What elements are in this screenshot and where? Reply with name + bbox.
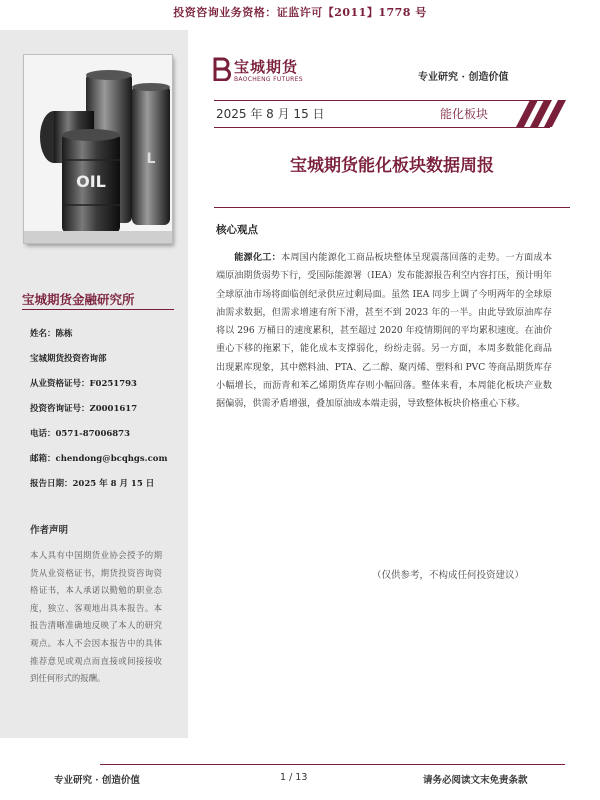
report-date: 报告日期：2025 年 8 月 15 日 <box>30 479 155 489</box>
institute-divider <box>22 309 174 310</box>
baocheng-logo-icon <box>213 57 233 81</box>
report-title: 宝城期货能化板块数据周报 <box>290 156 494 176</box>
brand-name-en: BAOCHENG FUTURES <box>234 76 303 83</box>
slogan: 专业研究 · 创造价值 <box>418 72 509 83</box>
license-header: 投资咨询业务资格：证监许可【2011】1778 号 <box>173 6 427 19</box>
consulting-id: 投资咨询证号：Z0001617 <box>30 404 138 414</box>
qualification-id: 从业资格证号：F0251793 <box>30 379 137 389</box>
email[interactable]: 邮箱：chendong@bcqhgs.com <box>30 454 168 464</box>
core-view-heading: 核心观点 <box>216 224 258 236</box>
footer-notice: 请务必阅读文末免责条款 <box>423 775 528 786</box>
page-number: 1 / 13 <box>280 772 308 783</box>
disclaimer: （仅供参考，不构成任何投资建议） <box>372 570 525 581</box>
author-dept: 宝城期货投资咨询部 <box>30 354 107 364</box>
author-name: 姓名：陈栋 <box>30 329 73 339</box>
institute-name: 宝城期货金融研究所 <box>22 292 135 307</box>
barrel-label: OIL <box>76 172 106 191</box>
author-statement-title: 作者声明 <box>30 525 69 536</box>
author-statement: 本人具有中国期货业协会授予的期货从业资格证书，期货投资咨询资格证书，本人承诺以勤勉的职业态度，独立、客观地出具本报告。本报告清晰准确地反映了本人的研究观点。本人不会因本报告中的具体推荐意见或观点而直接或间接接收到任何形式的报酬。 <box>30 550 162 684</box>
oil-barrels-photo <box>24 55 172 243</box>
sector-label: 能化板块 <box>440 107 489 121</box>
brand-name: 宝城期货 <box>234 58 299 76</box>
title-divider <box>214 207 570 208</box>
footer-divider <box>100 764 565 765</box>
stripe-decoration-icon <box>516 100 568 127</box>
footer-slogan: 专业研究 · 创造价值 <box>54 775 140 786</box>
report-date-header: 2025 年 8 月 15 日 <box>216 107 325 121</box>
svg-text:L: L <box>146 151 156 167</box>
phone: 电话：0571-87006873 <box>30 429 131 439</box>
core-view-body: 能源化工：本周国内能源化工商品板块整体呈现震荡回落的走势。一方面成本端原油期货弱势下行，受国际能源署（IEA）发布能源报告利空内容打压，预计明年全球原油市场将面临创纪录供应过剩局面。虽然 IEA 同步上调了今明两年的全球原油需求数据，但需求增速有所下滑，甚至不到 2023 年的一半。由此导致原油库存将以 296 万桶日的速度累积，甚至超过 2020 年疫情期间的平均累积速度。在油价重心下移的拖累下，能化成本支撑弱化，纷纷走弱。另一方面，本周多数能化商品出现累库现象，其中燃料油、PTA、乙二醇、聚丙烯、塑料和 PVC 等商品期货库存小幅增长，而沥青和苯乙烯期货库存则小幅回落。整体来看，本周能化板块产业数据偏弱，供需矛盾增强，叠加原油成本端走弱，导致整体板块价格重心下移。 <box>216 252 552 410</box>
